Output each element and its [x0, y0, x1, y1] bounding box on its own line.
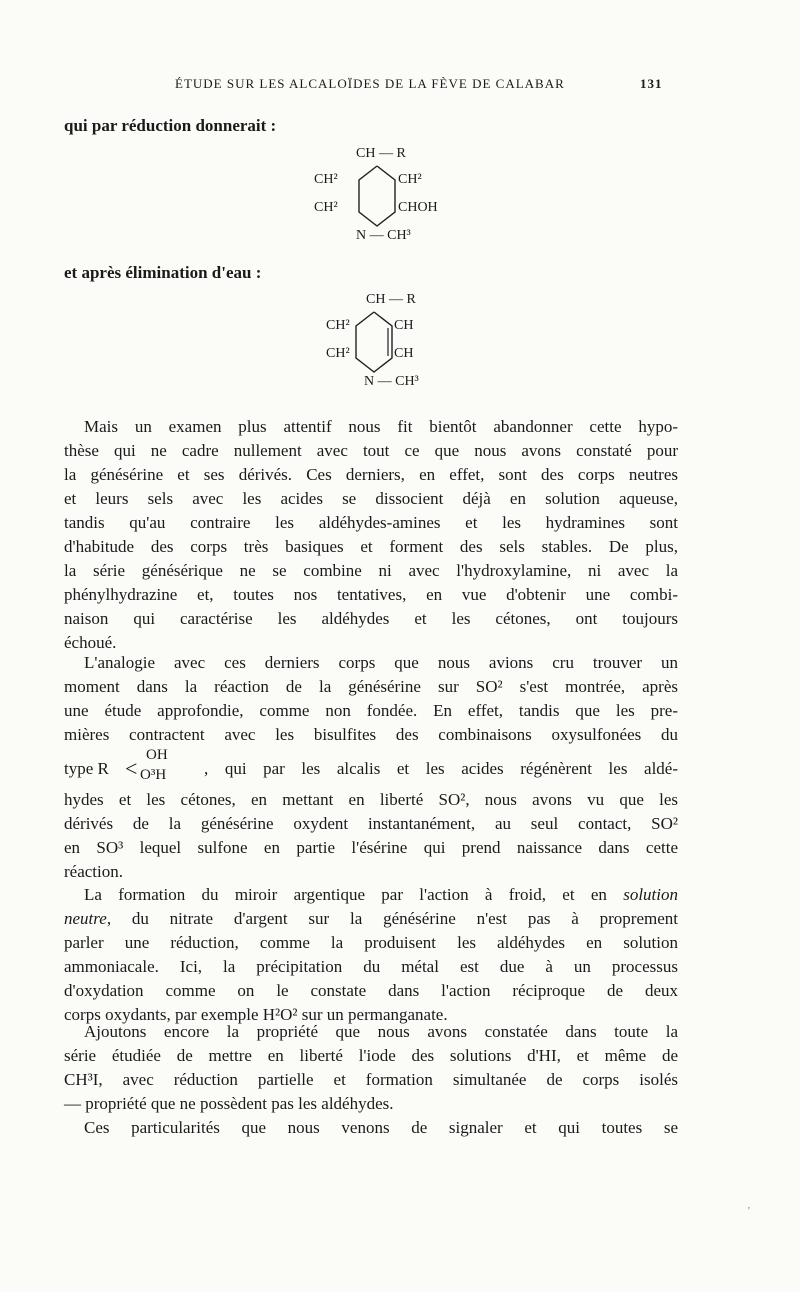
formula2-top: CH — R [366, 292, 416, 307]
formula1-bottom: N — CH³ [356, 228, 411, 243]
text-line: moment dans la réaction de la génésérine sur SO² s'est montrée, après [64, 677, 678, 696]
text-line: la série génésérique ne se combine ni avec l'hydroxylamine, ni avec la [64, 561, 678, 580]
paragraph-6 [64, 1116, 678, 1140]
paragraph-2 [64, 651, 678, 747]
text-line: hydes et les cétones, en mettant en liberté SO², nous avons vu que les [64, 790, 678, 809]
paragraph-4 [64, 883, 678, 1027]
italic-neutre: neutre [64, 909, 107, 928]
text-line: La formation du miroir argentique par l'action à froid, et en solution [84, 885, 678, 904]
less-than-sign: < [125, 756, 138, 781]
text-line: la génésérine et ses dérivés. Ces derniers, en effet, sont des corps neutres [64, 465, 678, 484]
text-line: échoué. [64, 633, 117, 652]
formula1-right-lower: CHOH [398, 200, 438, 215]
text-line: Mais un examen plus attentif nous fit bientôt abandonner cette hypo- [84, 417, 678, 436]
text-line: mières contractent avec les bisulfites des combinaisons oxysulfonées du [64, 725, 678, 744]
formula1-top: CH — R [356, 146, 406, 161]
paragraph-5 [64, 1020, 678, 1116]
text-line: L'analogie avec ces derniers corps que nous avions cru trouver un [84, 653, 678, 672]
italic-solution: solution [623, 885, 678, 904]
text-line: d'habitude des corps très basiques et forment des sels stables. De plus, [64, 537, 678, 556]
text-line: dérivés de la génésérine oxydent instantanément, au seul contact, SO² [64, 814, 678, 833]
type-lower: O³H [140, 767, 167, 783]
type-prefix: type R [64, 759, 109, 778]
text-line: phénylhydrazine et, toutes nos tentatives, en vue d'obtenir une combi- [64, 585, 678, 604]
type-upper: OH [146, 747, 168, 763]
text-line: naison qui caractérise les aldéhydes et les cétones, ont toujours [64, 609, 678, 628]
formula2-left-lower: CH² [326, 346, 350, 361]
text-line: ammoniacale. Ici, la précipitation du métal est due à un processus [64, 957, 678, 976]
paragraph-1 [64, 415, 678, 655]
formula2-right-lower: CH [394, 346, 414, 361]
text-line: Ces particularités que nous venons de signaler et qui toutes se [84, 1118, 678, 1137]
formula2-ring [352, 310, 396, 376]
formula2-bottom: N — CH³ [364, 374, 419, 389]
intro-elimination: et après élimination d'eau : [64, 263, 262, 282]
text-line: corps oxydants, par exemple H²O² sur un permanganate. [64, 1005, 448, 1024]
formula1-ring [355, 164, 399, 230]
text-line: en SO³ lequel sulfone en partie l'ésérine qui prend naissance dans cette [64, 838, 678, 857]
formula1-left-upper: CH² [314, 172, 338, 187]
formula2-left-upper: CH² [326, 318, 350, 333]
text-line: Ajoutons encore la propriété que nous avons constatée dans toute la [84, 1022, 678, 1041]
type-suffix: , qui par les alcalis et les acides régénèrent les aldé- [204, 759, 678, 778]
text-line: série étudiée de mettre en liberté l'iode des solutions d'HI, et même de [64, 1046, 678, 1065]
formula1-right-upper: CH² [398, 172, 422, 187]
text-line: neutre, du nitrate d'argent sur la génésérine n'est pas à proprement [64, 909, 678, 928]
formula1-left-lower: CH² [314, 200, 338, 215]
text-line: une étude approfondie, comme non fondée. En effet, tandis que les pre- [64, 701, 678, 720]
text-line: tandis qu'au contraire les aldéhydes-amines et les hydramines sont [64, 513, 678, 532]
text-line: et leurs sels avec les acides se dissocient déjà en solution aqueuse, [64, 489, 678, 508]
text-line: thèse qui ne cadre nullement avec tout ce que nous avons constaté pour [64, 441, 678, 460]
paragraph-3 [64, 788, 678, 884]
running-title: ÉTUDE SUR LES ALCALOÏDES DE LA FÈVE DE CALABAR [175, 76, 565, 91]
text-line: CH³I, avec réduction partielle et formation simultanée de corps isolés [64, 1070, 678, 1089]
text-line: parler une réduction, comme la produisent les aldéhydes en solution [64, 933, 678, 952]
text-line: d'oxydation comme on le constate dans l'action réciproque de deux [64, 981, 678, 1000]
text-line: réaction. [64, 862, 123, 881]
intro-reduction: qui par réduction donnerait : [64, 116, 277, 135]
formula2-right-upper: CH [394, 318, 414, 333]
page-mark: ' [748, 1206, 750, 1217]
page-number: 131 [640, 76, 663, 91]
text-line: — propriété que ne possèdent pas les aldéhydes. [64, 1094, 394, 1113]
